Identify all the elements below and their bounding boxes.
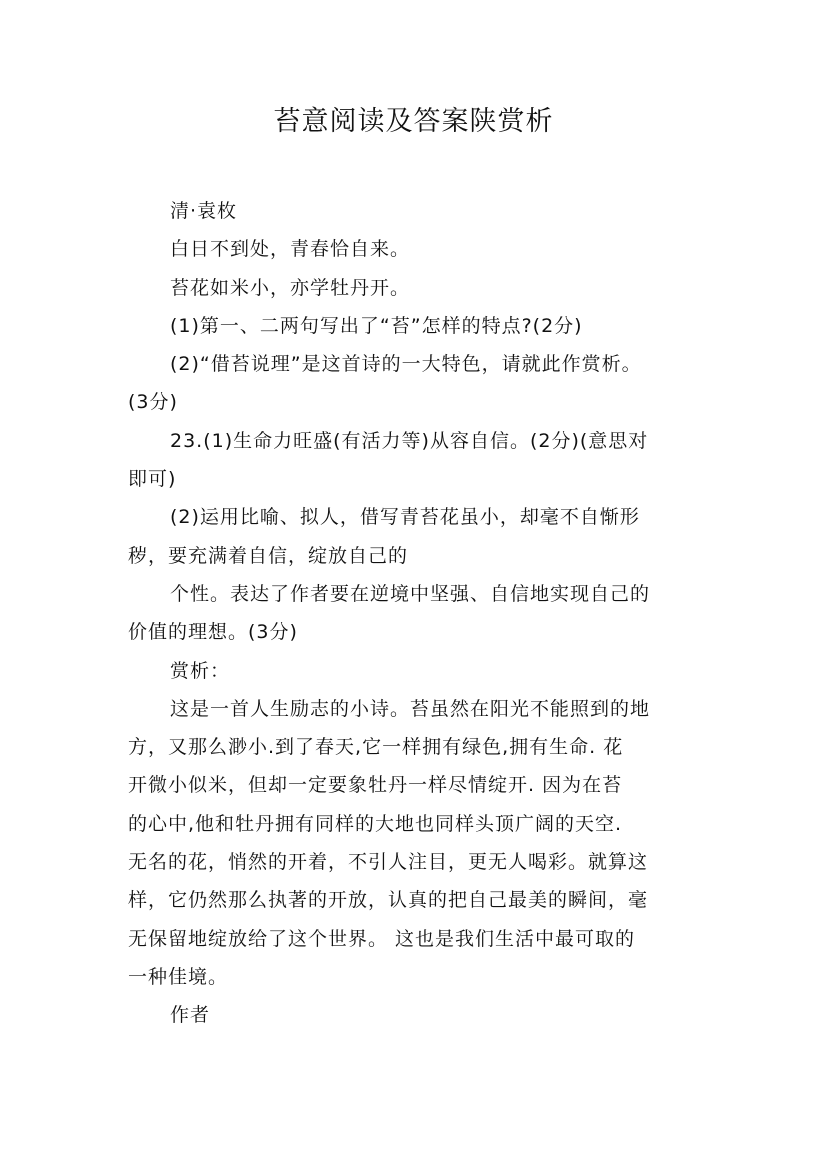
answer-1: 23.(1)生命力旺盛(有活力等)从容自信。(2分)(意思对 [170, 429, 649, 452]
question-2-points: (3分) [128, 391, 178, 414]
answer-1-cont: 即可) [128, 468, 177, 491]
appreciation-paragraph-line: 开微小似米，但却一定要象牡丹一样尽情绽开. 因为在苔 [128, 774, 623, 797]
page-title: 苔意阅读及答案陕赏析 [273, 106, 554, 137]
answer-2: (2)运用比喻、拟人，借写青苔花虽小，却毫不自惭形 [170, 506, 640, 529]
question-2: (2)“借苔说理”是这首诗的一大特色，请就此作赏析。 [170, 353, 642, 376]
appreciation-paragraph-line: 一种佳境。 [128, 965, 229, 988]
author-heading: 作者 [170, 1004, 211, 1027]
answer-2-cont: 秽，要充满着自信，绽放自己的 [128, 544, 409, 567]
appreciation-paragraph-line: 的心中,他和牡丹拥有同样的大地也同样头顶广阔的天空. [128, 812, 623, 835]
appreciation-paragraph-line: 无名的花，悄然的开着，不引人注目，更无人喝彩。就算这 [128, 851, 649, 874]
poem-line-2: 苔花如米小，亦学牡丹开。 [170, 276, 411, 299]
appreciation-paragraph-line: 无保留地绽放给了这个世界。 这也是我们生活中最可取的 [128, 927, 636, 950]
answer-2-cont-2: 个性。表达了作者要在逆境中坚强、自信地实现自己的 [170, 582, 651, 605]
appreciation-heading: 赏析： [170, 659, 231, 682]
appreciation-paragraph-line: 这是一首人生励志的小诗。苔虽然在阳光不能照到的地 [170, 697, 651, 720]
poem-line-1: 白日不到处，青春恰自来。 [170, 238, 411, 261]
poem-author-line: 清·袁枚 [170, 200, 238, 222]
appreciation-paragraph-line: 方，又那么渺小.到了春天,它一样拥有绿色,拥有生命. 花 [128, 736, 624, 759]
document-body [128, 192, 710, 1035]
appreciation-paragraph-line: 样，它仍然那么执著的开放，认真的把自己最美的瞬间，毫 [128, 889, 649, 912]
answer-2-cont-3: 价值的理想。(3分) [128, 621, 298, 644]
question-1: (1)第一、二两句写出了“苔”怎样的特点?(2分) [170, 314, 583, 337]
